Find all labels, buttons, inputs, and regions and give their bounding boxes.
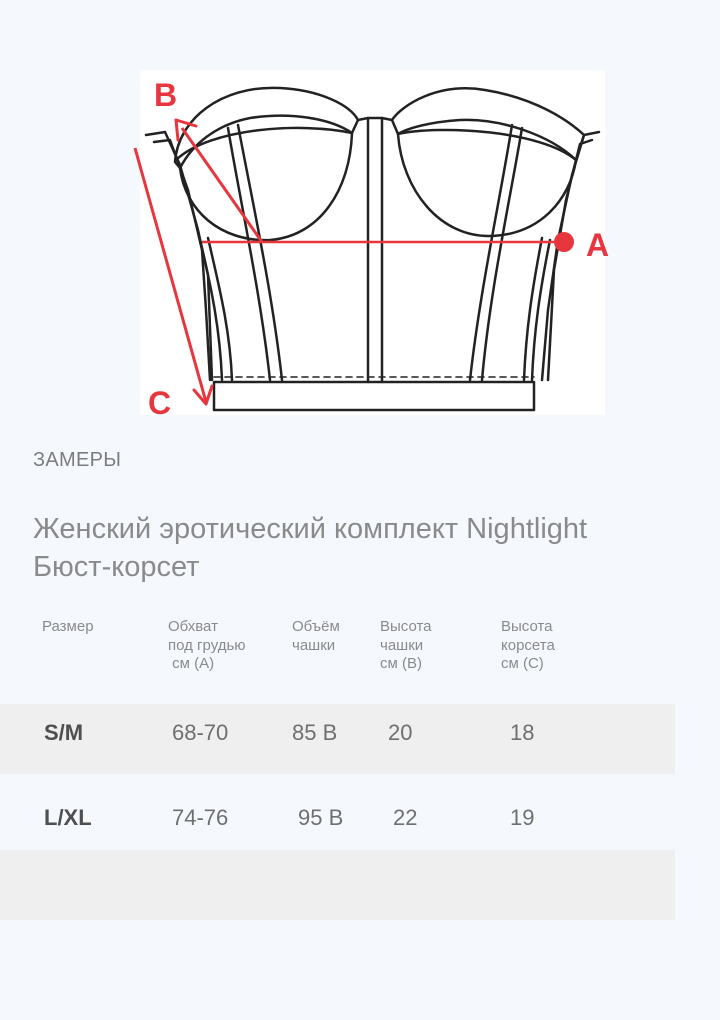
cell-cup: 95 B	[298, 805, 344, 830]
cell-cup: 85 B	[292, 720, 338, 745]
header-size: Размер	[42, 618, 94, 635]
product-title	[33, 510, 713, 586]
label-a: A	[586, 227, 610, 263]
label-c: C	[148, 385, 172, 421]
header-cup-volume: Объём чашки	[292, 618, 340, 654]
product-title-line2: Бюст-корсет	[33, 551, 200, 583]
measure-c-line	[135, 148, 206, 402]
label-b: B	[154, 77, 178, 113]
table-row	[0, 782, 675, 852]
product-title-line1: Женский эротический комплект Nightlight	[33, 513, 588, 545]
cell-cup-height: 22	[393, 805, 418, 830]
header-underbust: Обхват под грудью см (A)	[168, 618, 246, 672]
cell-size: S/M	[44, 720, 84, 745]
cell-corset-height: 19	[510, 805, 535, 830]
header-corset-height: Высота корсета см (C)	[501, 618, 555, 672]
header-cup-height: Высота чашки см (B)	[380, 618, 432, 672]
corset-drawing	[140, 70, 610, 421]
table-row	[0, 704, 675, 774]
table-row-empty	[0, 850, 675, 920]
cell-underbust: 68-70	[172, 720, 229, 745]
cell-cup-height: 20	[388, 720, 413, 745]
cell-size: L/XL	[44, 805, 92, 830]
cell-corset-height: 18	[510, 720, 535, 745]
cell-underbust: 74-76	[172, 805, 229, 830]
section-label: ЗАМЕРЫ	[33, 449, 122, 471]
corset-measurement-diagram	[140, 70, 610, 421]
measure-a-dot	[554, 232, 574, 252]
